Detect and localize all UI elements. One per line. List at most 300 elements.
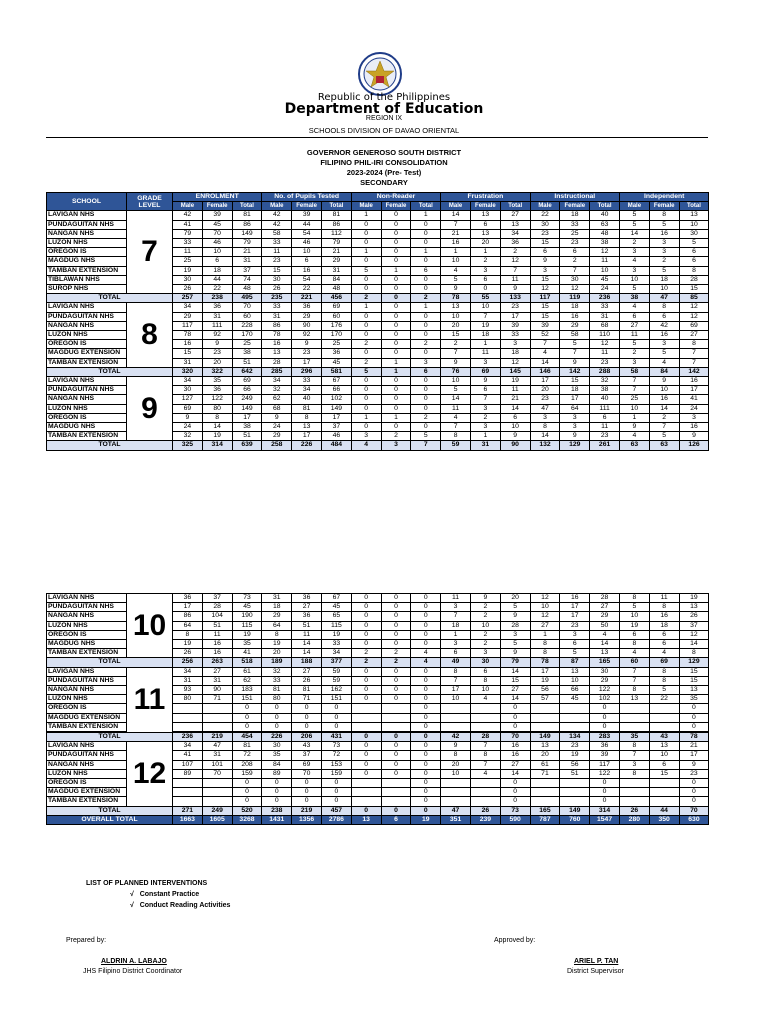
report-title — [0, 148, 768, 188]
value-cell — [351, 788, 381, 797]
value-cell: 17 — [232, 413, 262, 422]
value-cell: 35 — [202, 377, 232, 386]
value-cell: 33 — [321, 640, 351, 649]
value-cell: 176 — [322, 321, 352, 330]
value-cell: 8 — [649, 303, 679, 312]
total-value-cell: 149 — [560, 806, 590, 815]
value-cell: 70 — [202, 229, 232, 238]
value-cell: 0 — [381, 760, 411, 769]
value-cell: 0 — [232, 704, 262, 713]
value-cell: 151 — [232, 695, 262, 704]
value-cell — [649, 797, 679, 806]
value-cell: 51 — [560, 769, 590, 778]
value-cell: 7 — [619, 676, 649, 685]
value-cell: 19 — [560, 751, 590, 760]
total-value-cell: 221 — [292, 294, 322, 303]
value-cell: 80 — [202, 404, 232, 413]
value-cell: 112 — [322, 229, 352, 238]
value-cell: 14 — [649, 404, 679, 413]
value-cell — [351, 722, 381, 731]
value-cell: 17 — [173, 603, 203, 612]
value-cell: 149 — [322, 404, 352, 413]
value-cell: 69 — [173, 404, 203, 413]
total-value-cell: 0 — [381, 294, 411, 303]
value-cell: 0 — [321, 788, 351, 797]
value-cell: 0 — [351, 760, 381, 769]
value-cell: 15 — [679, 667, 709, 676]
value-cell: 0 — [411, 612, 441, 621]
total-value-cell: 58 — [620, 367, 650, 376]
value-cell: 13 — [470, 211, 500, 220]
value-cell: 34 — [173, 667, 203, 676]
value-cell: 0 — [292, 779, 322, 788]
value-cell: 15 — [173, 349, 203, 358]
overall-value-cell: 19 — [411, 815, 441, 824]
value-cell — [649, 713, 679, 722]
value-cell: 10 — [649, 386, 679, 395]
value-cell: 11 — [620, 331, 650, 340]
total-value-cell: 249 — [202, 806, 232, 815]
value-cell: 4 — [649, 649, 679, 658]
total-value-cell: 0 — [381, 806, 411, 815]
value-cell: 0 — [351, 612, 381, 621]
value-cell: 46 — [292, 239, 322, 248]
value-cell: 17 — [679, 751, 709, 760]
value-cell: 7 — [441, 612, 471, 621]
value-cell: 0 — [381, 423, 411, 432]
value-cell: 21 — [500, 395, 530, 404]
value-cell: 42 — [649, 321, 679, 330]
value-cell: 42 — [262, 211, 292, 220]
value-cell: 0 — [292, 788, 322, 797]
value-cell — [173, 722, 203, 731]
school-name-cell: MAGDUG NHS — [47, 640, 127, 649]
value-cell: 5 — [441, 275, 471, 284]
value-cell: 31 — [590, 312, 620, 321]
value-cell: 41 — [173, 751, 203, 760]
value-cell: 23 — [560, 742, 590, 751]
total-value-cell: 0 — [351, 733, 381, 742]
value-cell: 115 — [321, 621, 351, 630]
value-cell: 9 — [679, 432, 709, 441]
value-cell — [441, 788, 471, 797]
value-cell: 104 — [202, 612, 232, 621]
value-cell: 67 — [321, 594, 351, 603]
school-name-cell: TAMBAN EXTENSION — [47, 266, 127, 275]
value-cell: 86 — [322, 220, 352, 229]
value-cell: 33 — [500, 331, 530, 340]
value-cell: 0 — [679, 713, 709, 722]
school-name-cell: LAVIGAN NHS — [47, 377, 127, 386]
value-cell: 228 — [232, 321, 262, 330]
value-cell: 0 — [411, 239, 441, 248]
value-cell: 0 — [262, 797, 292, 806]
total-value-cell: 78 — [530, 658, 560, 667]
value-cell: 11 — [470, 349, 500, 358]
total-value-cell: 4 — [411, 658, 441, 667]
value-cell: 36 — [292, 594, 322, 603]
value-cell: 28 — [202, 603, 232, 612]
total-value-cell: 146 — [530, 367, 560, 376]
value-cell: 10 — [500, 423, 530, 432]
value-cell: 69 — [679, 321, 709, 330]
value-cell: 0 — [351, 321, 381, 330]
value-cell: 7 — [470, 760, 500, 769]
value-cell: 0 — [411, 713, 441, 722]
value-cell: 22 — [649, 695, 679, 704]
sub-column-header: Total — [500, 202, 530, 211]
value-cell: 7 — [679, 349, 709, 358]
value-cell: 18 — [649, 275, 679, 284]
value-cell — [381, 713, 411, 722]
value-cell: 56 — [530, 686, 560, 695]
value-cell: 0 — [381, 386, 411, 395]
value-cell — [470, 722, 500, 731]
value-cell — [530, 788, 560, 797]
value-cell: 117 — [173, 321, 203, 330]
intervention-label: Constant Practice — [139, 891, 200, 898]
value-cell: 9 — [649, 377, 679, 386]
value-cell: 7 — [441, 349, 471, 358]
value-cell: 3 — [619, 760, 649, 769]
school-name-cell: PUNDAGUITAN NHS — [47, 220, 127, 229]
value-cell: 2 — [381, 649, 411, 658]
total-value-cell: 90 — [500, 441, 530, 450]
value-cell: 4 — [649, 358, 679, 367]
value-cell: 19 — [530, 676, 560, 685]
total-value-cell: 314 — [202, 441, 232, 450]
school-name-cell: TAMBAN EXTENSION — [47, 722, 127, 731]
value-cell: 29 — [262, 432, 292, 441]
total-value-cell: 226 — [292, 441, 322, 450]
value-cell: 6 — [202, 257, 232, 266]
value-cell: 9 — [679, 760, 709, 769]
value-cell: 16 — [649, 612, 679, 621]
value-cell: 3 — [679, 413, 709, 422]
value-cell: 41 — [232, 649, 262, 658]
value-cell: 149 — [232, 229, 262, 238]
overall-value-cell: 1547 — [590, 815, 620, 824]
value-cell: 30 — [560, 275, 590, 284]
value-cell: 2 — [411, 340, 441, 349]
overall-value-cell: 13 — [351, 815, 381, 824]
value-cell: 6 — [441, 649, 471, 658]
total-value-cell: 69 — [470, 367, 500, 376]
value-cell: 11 — [441, 594, 471, 603]
value-cell: 2 — [351, 358, 381, 367]
value-cell: 8 — [619, 686, 649, 695]
overall-value-cell: 3268 — [232, 815, 262, 824]
value-cell: 16 — [202, 649, 232, 658]
value-cell — [470, 797, 500, 806]
total-value-cell: 1 — [381, 367, 411, 376]
value-cell: 0 — [381, 220, 411, 229]
value-cell: 61 — [232, 667, 262, 676]
value-cell: 0 — [351, 285, 381, 294]
value-cell: 38 — [590, 239, 620, 248]
value-cell: 6 — [470, 275, 500, 284]
value-cell — [530, 797, 560, 806]
value-cell: 81 — [292, 404, 322, 413]
value-cell: 0 — [262, 722, 292, 731]
value-cell: 24 — [590, 285, 620, 294]
total-value-cell: 325 — [173, 441, 203, 450]
value-cell: 20 — [441, 760, 471, 769]
value-cell: 0 — [351, 621, 381, 630]
total-value-cell: 55 — [470, 294, 500, 303]
value-cell: 14 — [500, 695, 530, 704]
intervention-label: Conduct Reading Activities — [139, 902, 231, 909]
value-cell: 29 — [322, 257, 352, 266]
value-cell: 25 — [620, 395, 650, 404]
value-cell — [649, 722, 679, 731]
value-cell: 90 — [202, 686, 232, 695]
consolidation-table-part-2 — [46, 593, 709, 825]
value-cell: 1 — [620, 413, 650, 422]
total-value-cell: 285 — [262, 367, 292, 376]
value-cell: 12 — [590, 340, 620, 349]
value-cell: 0 — [411, 404, 441, 413]
value-cell: 13 — [441, 303, 471, 312]
value-cell: 42 — [173, 211, 203, 220]
value-cell — [530, 704, 560, 713]
value-cell: 0 — [381, 331, 411, 340]
value-cell: 2 — [620, 349, 650, 358]
value-cell: 78 — [173, 331, 203, 340]
value-cell: 0 — [411, 760, 441, 769]
value-cell — [351, 713, 381, 722]
value-cell: 25 — [322, 340, 352, 349]
value-cell: 27 — [679, 331, 709, 340]
value-cell: 16 — [679, 423, 709, 432]
value-cell: 9 — [500, 285, 530, 294]
value-cell: 0 — [381, 312, 411, 321]
total-value-cell: 43 — [649, 733, 679, 742]
value-cell: 27 — [292, 603, 322, 612]
value-cell: 0 — [321, 779, 351, 788]
value-cell: 1 — [351, 248, 381, 257]
value-cell: 15 — [530, 303, 560, 312]
total-value-cell: 79 — [500, 658, 530, 667]
value-cell: 34 — [173, 377, 203, 386]
total-value-cell: 0 — [351, 806, 381, 815]
value-cell: 6 — [649, 312, 679, 321]
value-cell: 122 — [590, 769, 620, 778]
value-cell: 5 — [649, 432, 679, 441]
value-cell: 6 — [679, 257, 709, 266]
value-cell: 110 — [590, 331, 620, 340]
value-cell: 69 — [322, 303, 352, 312]
value-cell: 59 — [321, 667, 351, 676]
value-cell: 101 — [202, 760, 232, 769]
value-cell: 93 — [173, 686, 203, 695]
value-cell: 11 — [202, 630, 232, 639]
grade-level-cell: 10 — [127, 594, 173, 658]
value-cell: 40 — [292, 395, 322, 404]
value-cell: 14 — [500, 404, 530, 413]
value-cell: 0 — [262, 713, 292, 722]
total-value-cell: 226 — [262, 733, 292, 742]
value-cell: 9 — [500, 432, 530, 441]
value-cell: 8 — [679, 340, 709, 349]
total-value-cell: 132 — [530, 441, 560, 450]
value-cell: 153 — [321, 760, 351, 769]
value-cell: 0 — [351, 695, 381, 704]
value-cell: 12 — [590, 248, 620, 257]
total-value-cell: 63 — [620, 441, 650, 450]
value-cell: 7 — [619, 751, 649, 760]
value-cell: 62 — [262, 395, 292, 404]
value-cell: 6 — [619, 630, 649, 639]
value-cell: 14 — [292, 640, 322, 649]
school-name-cell: LUZON NHS — [47, 621, 127, 630]
value-cell: 15 — [679, 285, 709, 294]
instructional-header: Instructional — [530, 193, 619, 202]
value-cell: 0 — [500, 722, 530, 731]
value-cell: 0 — [590, 779, 620, 788]
value-cell: 0 — [381, 340, 411, 349]
value-cell: 19 — [321, 630, 351, 639]
value-cell: 1 — [441, 630, 471, 639]
value-cell: 17 — [441, 686, 471, 695]
value-cell: 0 — [262, 704, 292, 713]
value-cell: 65 — [321, 612, 351, 621]
value-cell: 36 — [292, 612, 322, 621]
value-cell: 0 — [381, 239, 411, 248]
value-cell: 2 — [470, 413, 500, 422]
value-cell: 10 — [470, 686, 500, 695]
value-cell: 19 — [679, 594, 709, 603]
value-cell — [202, 788, 232, 797]
value-cell: 0 — [500, 704, 530, 713]
value-cell: 0 — [381, 594, 411, 603]
value-cell: 20 — [202, 358, 232, 367]
value-cell: 14 — [500, 769, 530, 778]
value-cell: 102 — [322, 395, 352, 404]
value-cell: 32 — [262, 386, 292, 395]
overall-value-cell: 6 — [381, 815, 411, 824]
value-cell — [441, 704, 471, 713]
value-cell: 10 — [530, 603, 560, 612]
value-cell — [173, 779, 203, 788]
value-cell: 15 — [679, 676, 709, 685]
value-cell: 15 — [500, 676, 530, 685]
value-cell — [470, 713, 500, 722]
value-cell: 51 — [232, 432, 262, 441]
school-name-cell: OREGON IS — [47, 630, 127, 639]
value-cell: 0 — [381, 640, 411, 649]
value-cell — [470, 788, 500, 797]
value-cell: 79 — [173, 229, 203, 238]
value-cell: 3 — [470, 266, 500, 275]
school-name-cell: TAMBAN EXTENSION — [47, 797, 127, 806]
value-cell: 5 — [351, 266, 381, 275]
value-cell: 5 — [679, 239, 709, 248]
value-cell: 17 — [292, 358, 322, 367]
value-cell: 40 — [590, 395, 620, 404]
value-cell: 5 — [619, 603, 649, 612]
value-cell — [202, 797, 232, 806]
region-heading: REGION IX — [365, 115, 403, 122]
value-cell: 7 — [679, 358, 709, 367]
value-cell: 31 — [202, 312, 232, 321]
value-cell: 10 — [470, 621, 500, 630]
overall-value-cell: 1663 — [173, 815, 203, 824]
value-cell: 8 — [649, 211, 679, 220]
value-cell — [381, 779, 411, 788]
value-cell — [649, 704, 679, 713]
value-cell: 36 — [590, 742, 620, 751]
total-value-cell: 84 — [649, 367, 679, 376]
value-cell: 26 — [292, 676, 322, 685]
table-row — [47, 667, 709, 676]
value-cell: 10 — [441, 695, 471, 704]
school-name-cell: NANGAN NHS — [47, 612, 127, 621]
value-cell: 0 — [321, 704, 351, 713]
value-cell: 44 — [292, 220, 322, 229]
school-name-cell: LUZON NHS — [47, 331, 127, 340]
total-value-cell: 35 — [619, 733, 649, 742]
total-value-cell: 165 — [590, 658, 620, 667]
sub-column-header: Female — [292, 202, 322, 211]
value-cell: 7 — [620, 386, 650, 395]
value-cell: 67 — [322, 377, 352, 386]
school-name-cell: TAMBAN EXTENSION — [47, 432, 127, 441]
sub-column-header: Total — [590, 202, 620, 211]
value-cell: 64 — [560, 404, 590, 413]
value-cell: 51 — [292, 621, 322, 630]
value-cell: 6 — [620, 312, 650, 321]
value-cell: 39 — [530, 321, 560, 330]
value-cell: 31 — [262, 312, 292, 321]
value-cell: 4 — [620, 432, 650, 441]
value-cell: 17 — [560, 603, 590, 612]
value-cell: 32 — [262, 667, 292, 676]
value-cell: 37 — [202, 594, 232, 603]
total-value-cell: 70 — [500, 733, 530, 742]
total-value-cell: 296 — [292, 367, 322, 376]
value-cell: 4 — [619, 649, 649, 658]
value-cell — [530, 722, 560, 731]
approved-by-title: District Supervisor — [567, 968, 624, 975]
total-value-cell: 119 — [560, 294, 590, 303]
value-cell — [619, 779, 649, 788]
total-value-cell: 456 — [322, 294, 352, 303]
value-cell: 23 — [202, 349, 232, 358]
value-cell: 190 — [232, 612, 262, 621]
header-divider — [46, 137, 708, 138]
value-cell: 7 — [441, 220, 471, 229]
total-value-cell: 165 — [530, 806, 560, 815]
value-cell: 30 — [679, 229, 709, 238]
value-cell: 0 — [381, 321, 411, 330]
school-name-cell: LUZON NHS — [47, 695, 127, 704]
value-cell: 79 — [232, 239, 262, 248]
value-cell: 10 — [679, 220, 709, 229]
value-cell: 0 — [411, 640, 441, 649]
value-cell: 0 — [500, 797, 530, 806]
value-cell: 0 — [679, 779, 709, 788]
level-name: SECONDARY — [360, 178, 408, 187]
value-cell: 0 — [232, 797, 262, 806]
value-cell: 46 — [322, 432, 352, 441]
value-cell: 3 — [470, 404, 500, 413]
value-cell: 39 — [202, 211, 232, 220]
value-cell: 14 — [530, 432, 560, 441]
total-value-cell: 219 — [292, 806, 322, 815]
school-name-cell: MAGDUG EXTENSION — [47, 788, 127, 797]
sub-column-header: Male — [351, 202, 381, 211]
